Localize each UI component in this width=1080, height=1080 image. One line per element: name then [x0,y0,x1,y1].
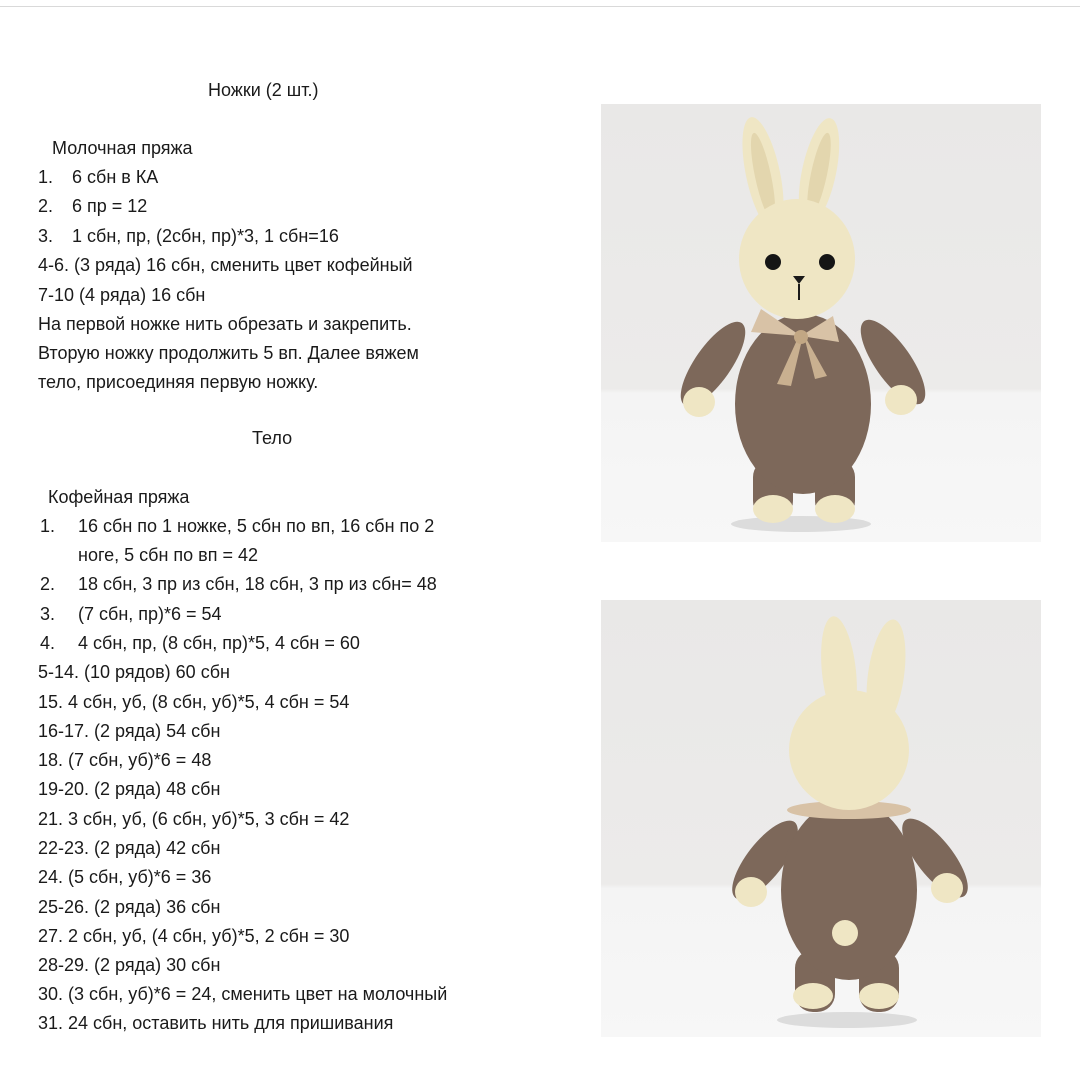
body-row-16-17: 16-17. (2 ряда) 54 сбн [38,721,221,741]
body-yarn: Кофейная пряжа [48,487,190,507]
body-row-5-14: 5-14. (10 рядов) 60 сбн [38,662,230,682]
bunny-back-illustration [601,600,1041,1037]
legs-row-8: тело, присоединяя первую ножку. [38,372,319,392]
body-row-24: 24. (5 сбн, уб)*6 = 36 [38,867,212,887]
legs-yarn: Молочная пряжа [52,138,193,158]
body-row-27: 27. 2 сбн, уб, (4 сбн, уб)*5, 2 сбн = 30 [38,926,350,946]
bunny-front-illustration [601,104,1041,542]
body-row-18: 18. (7 сбн, уб)*6 = 48 [38,750,212,770]
body-row-15: 15. 4 сбн, уб, (8 сбн, уб)*5, 4 сбн = 54 [38,692,350,712]
legs-row-5: 7-10 (4 ряда) 16 сбн [38,285,206,305]
top-divider [0,6,1080,7]
body-row-19-20: 19-20. (2 ряда) 48 сбн [38,779,221,799]
legs-title: Ножки (2 шт.) [208,80,319,100]
legs-row-7: Вторую ножку продолжить 5 вп. Далее вяжем [38,343,419,363]
body-row-1: 1. 16 сбн по 1 ножке, 5 сбн по вп, 16 сбн по 2 [40,516,435,536]
body-row-31: 31. 24 сбн, оставить нить для пришивания [38,1013,394,1033]
body-row-25-26: 25-26. (2 ряда) 36 сбн [38,897,221,917]
body-row-1-cont: ноге, 5 сбн по вп = 42 [78,545,258,565]
body-row-28-29: 28-29. (2 ряда) 30 сбн [38,955,221,975]
body-row-21: 21. 3 сбн, уб, (6 сбн, уб)*5, 3 сбн = 42 [38,809,350,829]
body-row-3: 3. (7 сбн, пр)*6 = 54 [40,604,222,624]
body-title: Тело [252,428,293,448]
legs-row-2: 2. 6 пр = 12 [38,196,148,216]
body-row-4: 4. 4 сбн, пр, (8 сбн, пр)*5, 4 сбн = 60 [40,633,360,653]
bunny-front-photo [601,104,1041,542]
legs-row-6: На первой ножке нить обрезать и закрепить. [38,314,412,334]
legs-row-3: 3. 1 сбн, пр, (2сбн, пр)*3, 1 сбн=16 [38,226,339,246]
legs-row-1: 1. 6 сбн в КА [38,167,159,187]
body-row-2: 2. 18 сбн, 3 пр из сбн, 18 сбн, 3 пр из сбн= 48 [40,574,437,594]
body-row-30: 30. (3 сбн, уб)*6 = 24, сменить цвет на молочный [38,984,448,1004]
bunny-back-photo [601,600,1041,1037]
body-row-22-23: 22-23. (2 ряда) 42 сбн [38,838,221,858]
legs-row-4: 4-6. (3 ряда) 16 сбн, сменить цвет кофейный [38,255,413,275]
